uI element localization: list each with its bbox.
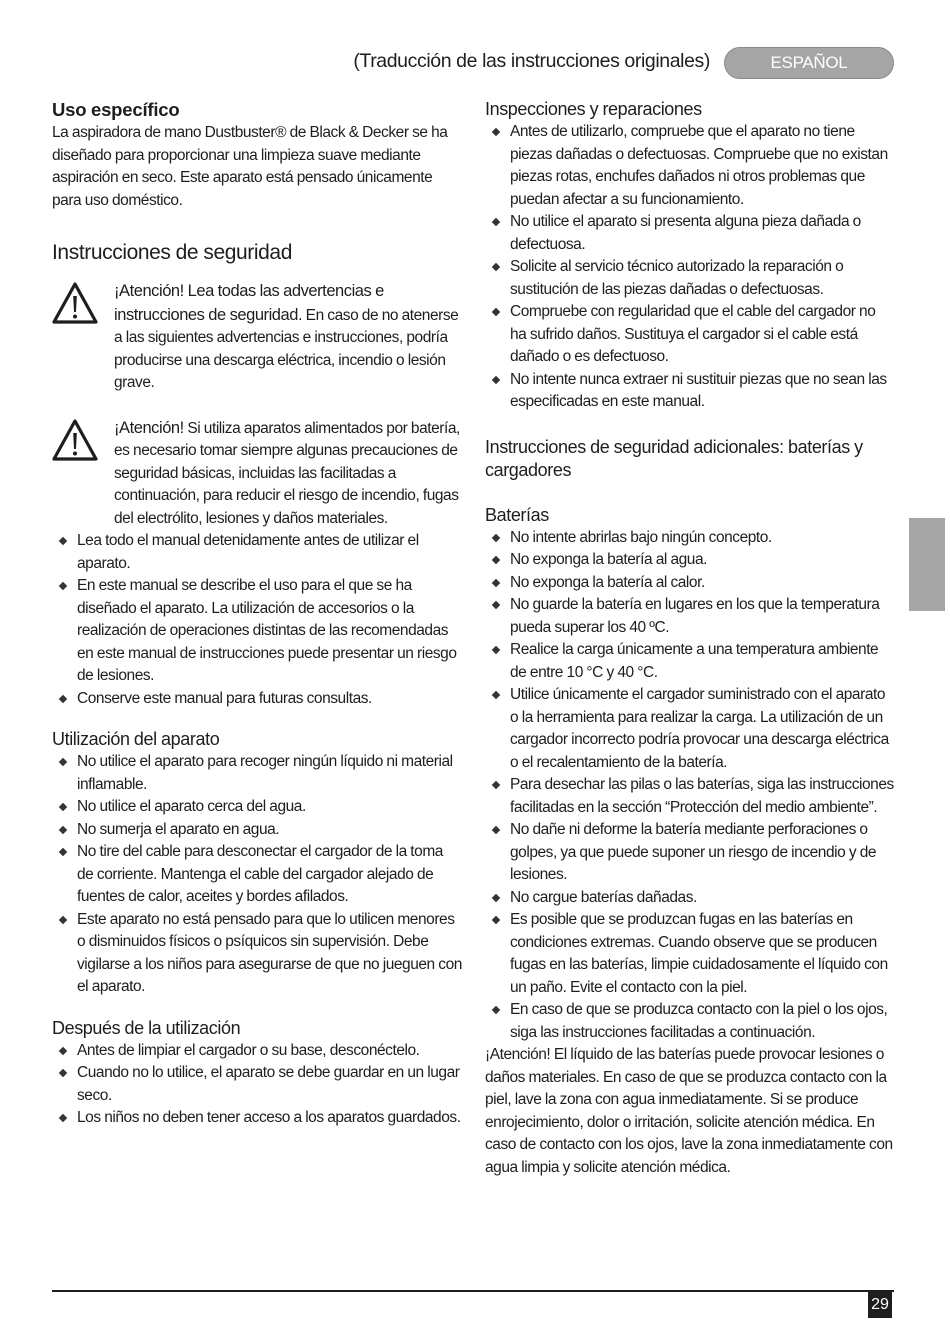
final-warning-text: El líquido de las baterías puede provocar lesiones o daños materiales. En caso de que se produzca contacto con la piel, lave la zona con agua inmediatamente. Si se produce enrojecimiento, dolor o irritación, solicite atención médica. En caso de contacto con los ojos, lave la zona inmediatamente con agua limpia y solicite atención médica. (485, 1046, 893, 1176)
seguridad-heading: Instrucciones de seguridad (52, 241, 292, 264)
warning-2-bold: ¡Atención! (114, 418, 184, 437)
list-item: No intente nunca extraer ni sustituir piezas que no sean las especificadas en este manual. (485, 369, 895, 414)
page-number: 29 (868, 1292, 892, 1318)
list-item: Es posible que se produzcan fugas en las baterías en condiciones extremas. Cuando observe que se producen fugas en las baterías, limpie cuidadosamente el líquido con un paño. Evite el contacto con la piel. (485, 909, 895, 999)
baterias-heading: Baterías (485, 504, 549, 525)
warning-triangle-icon (52, 282, 98, 324)
list-item: No exponga la batería al agua. (485, 549, 895, 572)
warning-block-1 (52, 280, 462, 395)
list-item: Cuando no lo utilice, el aparato se debe guardar en un lugar seco. (52, 1062, 462, 1107)
despues-heading: Después de la utilización (52, 1017, 241, 1038)
baterias-list (485, 527, 895, 1045)
footer-rule (52, 1290, 894, 1292)
uso-text: La aspiradora de mano Dustbuster® de Black & Decker se ha diseñado para proporcionar una limpieza suave mediante aspiración en seco. Este aparato está pensado únicamente para uso doméstico. (52, 124, 448, 209)
list-item: No guarde la batería en lugares en los que la temperatura pueda superar los 40 ºC. (485, 594, 895, 639)
list-item: No tire del cable para desconectar el cargador de la toma de corriente. Mantenga el cable del cargador alejado de fuentes de calor, aceites y bordes afilados. (52, 841, 462, 909)
baterias-final-warning (485, 1044, 895, 1179)
list-item: No dañe ni deforme la batería mediante perforaciones o golpes, ya que puede suponer un riesgo de incendio y de lesiones. (485, 819, 895, 887)
left-column (52, 98, 462, 1130)
list-item: Este aparato no está pensado para que lo utilicen menores o disminuidos físicos o psíquicos sin supervisión. Debe vigilarse a los niños para asegurarse de que no jueguen con el aparato. (52, 909, 462, 999)
list-item: Antes de limpiar el cargador o su base, desconéctelo. (52, 1040, 462, 1063)
list-item: Conserve este manual para futuras consultas. (52, 688, 462, 711)
despues-list (52, 1040, 462, 1130)
list-item: No sumerja el aparato en agua. (52, 819, 462, 842)
warning-2-text: Si utiliza aparatos alimentados por batería, es necesario tomar siempre algunas precauciones de seguridad básicas, incluidas las facilitadas a continuación, para reducir el riesgo de incendio, fugas del electrólito, lesiones y daños materiales. (114, 419, 460, 527)
warning-triangle-icon (52, 419, 98, 461)
inspecciones-heading: Inspecciones y reparaciones (485, 99, 702, 119)
list-item: Para desechar las pilas o las baterías, siga las instrucciones facilitadas en la sección “Protección del medio ambiente”. (485, 774, 895, 819)
list-item: En este manual se describe el uso para el que se ha diseñado el aparato. La utilización de accesorios o la realización de operaciones distintas de las recomendadas en este manual de instrucciones puede presentar un riesgo de lesiones. (52, 575, 462, 688)
utilizacion-heading: Utilización del aparato (52, 729, 220, 749)
list-item: Los niños no deben tener acceso a los aparatos guardados. (52, 1107, 462, 1130)
list-item: Lea todo el manual detenidamente antes de utilizar el aparato. (52, 530, 462, 575)
list-item: Realice la carga únicamente a una temperatura ambiente de entre 10 °C y 40 °C. (485, 639, 895, 684)
header-title: (Traducción de las instrucciones originales) (353, 50, 710, 72)
list-item: No intente abrirlas bajo ningún concepto. (485, 527, 895, 550)
final-warning-bold: ¡Atención! (485, 1046, 551, 1063)
list-item: Compruebe con regularidad que el cable del cargador no ha sufrido daños. Sustituya el cargador si el cable está dañado o es defectuoso. (485, 301, 895, 369)
list-item: En caso de que se produzca contacto con la piel o los ojos, siga las instrucciones facilitadas a continuación. (485, 999, 895, 1044)
warning-1-text: En caso de no atenerse a las siguientes advertencias e instrucciones, podría producirse una descarga eléctrica, incendio o lesión grave. (114, 306, 459, 391)
list-item: No utilice el aparato cerca del agua. (52, 796, 462, 819)
warning-block-2 (52, 417, 462, 531)
list-item: No exponga la batería al calor. (485, 572, 895, 595)
list-item: No utilice el aparato si presenta alguna pieza dañada o defectuosa. (485, 211, 895, 256)
list-item: Solicite al servicio técnico autorizado la reparación o sustitución de las piezas dañadas o defectuosas. (485, 256, 895, 301)
language-badge: ESPAÑOL (724, 47, 894, 79)
list-item: No cargue baterías dañadas. (485, 887, 895, 910)
adicionales-heading: Instrucciones de seguridad adicionales: baterías y cargadores (485, 436, 863, 480)
right-column (485, 98, 895, 1179)
list-item: Antes de utilizarlo, compruebe que el aparato no tiene piezas dañadas o defectuosas. Compruebe que no existan piezas rotas, enchufes dañados ni otros problemas que puedan afectar a su funcionamiento. (485, 121, 895, 211)
uso-heading: Uso específico (52, 99, 180, 120)
warning-1-bold: ¡Atención! Lea todas las advertencias e instrucciones de seguridad. (114, 282, 384, 324)
seguridad-list (52, 530, 462, 710)
inspecciones-list (485, 121, 895, 414)
utilizacion-list (52, 751, 462, 999)
list-item: Utilice únicamente el cargador suministrado con el aparato o la herramienta para realizar la carga. La utilización de un cargador incorrecto podría provocar una descarga eléctrica o el recalentamiento de la batería. (485, 684, 895, 774)
list-item: No utilice el aparato para recoger ningún líquido ni material inflamable. (52, 751, 462, 796)
side-tab-marker (909, 518, 945, 611)
